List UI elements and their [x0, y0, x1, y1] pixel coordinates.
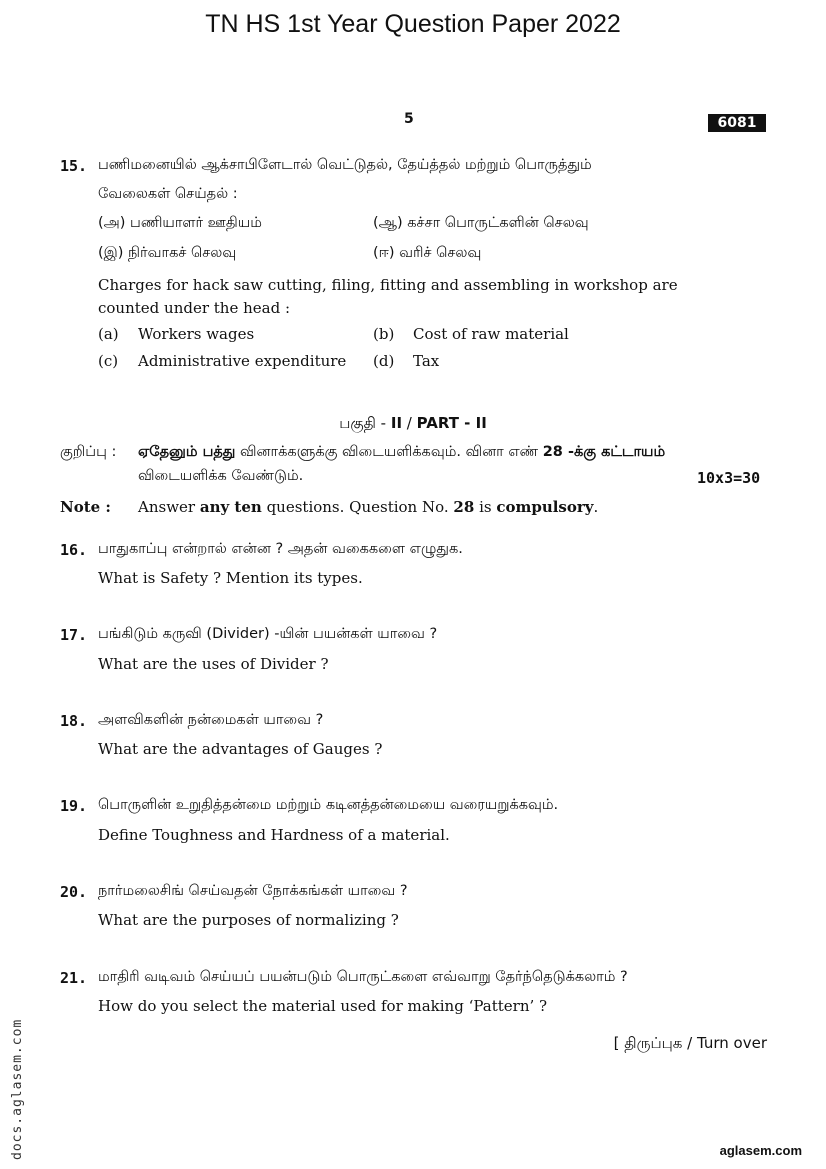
note-bold: compulsory: [496, 498, 594, 516]
question-english-text: What are the advantages of Gauges ?: [98, 740, 383, 758]
question-tamil-text: பணிமனையில் ஆக்சாபிளேடால் வெட்டுதல், தேய்த்தல் மற்றும் பொருத்தும்: [98, 157, 592, 173]
question-tamil-text: வேலைகள் செய்தல் :: [98, 186, 238, 202]
question-number: 17.: [60, 626, 88, 644]
note-english-label: Note :: [60, 498, 111, 516]
question-english-text: What are the uses of Divider ?: [98, 655, 329, 673]
question-number: 18.: [60, 712, 88, 730]
question-number: 16.: [60, 541, 88, 559]
question-tamil-text: பாதுகாப்பு என்றால் என்ன ? அதன் வகைகளை எழுதுக.: [98, 541, 463, 557]
note-tamil-bold: ஏதேனும் பத்து: [138, 444, 236, 460]
part-heading: [0, 414, 826, 434]
option-tamil: (இ) நிர்வாகச் செலவு: [98, 245, 237, 261]
note-tamil-span: வினாக்களுக்கு விடையளிக்கவும். வினா எண்: [235, 444, 543, 460]
part-separator: /: [402, 414, 417, 432]
option-label: (b): [373, 325, 395, 343]
option-text: Cost of raw material: [413, 325, 569, 343]
note-tamil-text: [138, 444, 665, 462]
question-english-text: What are the purposes of normalizing ?: [98, 911, 399, 929]
question-tamil-text: அளவிகளின் நன்மைகள் யாவை ?: [98, 712, 324, 728]
option-text: Administrative expenditure: [138, 352, 347, 370]
question-number: 21.: [60, 969, 88, 987]
question-number: 20.: [60, 883, 88, 901]
question-tamil-text: பங்கிடும் கருவி (Divider) -யின் பயன்கள் யாவை ?: [98, 626, 438, 642]
part-tamil-number: II: [390, 414, 403, 432]
question-tamil-text: பொருளின் உறுதித்தன்மை மற்றும் கடினத்தன்மையை வரையறுக்கவும்.: [98, 797, 559, 813]
paper-code-badge: 6081: [708, 114, 766, 132]
page-number: 5: [404, 111, 414, 127]
note-tamil-label: குறிப்பு :: [60, 444, 117, 460]
question-number: 19.: [60, 797, 88, 815]
watermark: docs.aglasem.com: [10, 1018, 25, 1160]
note-span: .: [593, 498, 599, 516]
option-label: (c): [98, 352, 119, 370]
question-tamil-text: மாதிரி வடிவம் செய்யப் பயன்படும் பொருட்களை எவ்வாறு தேர்ந்தெடுக்கலாம் ?: [98, 969, 628, 985]
note-bold: any ten: [199, 498, 262, 516]
note-tamil-line2: விடையளிக்க வேண்டும்.: [138, 468, 304, 484]
note-tamil-bold: 28 -க்கு கட்டாயம்: [542, 444, 666, 460]
question-number: 15.: [60, 157, 88, 175]
option-label: (a): [98, 325, 119, 343]
note-span: Answer: [138, 498, 200, 516]
marks-scheme: 10x3=30: [697, 469, 761, 487]
question-english-text: Charges for hack saw cutting, filing, fitting and assembling in workshop are: [98, 276, 678, 294]
option-label: (d): [373, 352, 395, 370]
option-tamil: (ஆ) கச்சா பொருட்களின் செலவு: [373, 215, 589, 231]
question-english-text: counted under the head :: [98, 299, 291, 317]
option-tamil: (ஈ) வரிச் செலவு: [373, 245, 482, 261]
brand-logo: aglasem.com: [719, 1143, 802, 1158]
note-span: questions. Question No.: [261, 498, 454, 516]
note-english-text: [138, 498, 598, 516]
question-english-text: What is Safety ? Mention its types.: [98, 569, 363, 587]
question-english-text: Define Toughness and Hardness of a material.: [98, 826, 450, 844]
page-title: TN HS 1st Year Question Paper 2022: [205, 10, 621, 38]
part-tamil: பகுதி -: [339, 414, 391, 432]
question-tamil-text: நார்மலைசிங் செய்வதன் நோக்கங்கள் யாவை ?: [98, 883, 408, 899]
note-span: is: [474, 498, 497, 516]
option-tamil: (அ) பணியாளர் ஊதியம்: [98, 215, 262, 231]
option-text: Tax: [413, 352, 440, 370]
turn-over-note: [ திருப்புக / Turn over: [613, 1034, 767, 1052]
part-english: PART - II: [416, 414, 487, 432]
note-bold: 28: [453, 498, 475, 516]
question-english-text: How do you select the material used for making ‘Pattern’ ?: [98, 997, 548, 1015]
option-text: Workers wages: [138, 325, 255, 343]
